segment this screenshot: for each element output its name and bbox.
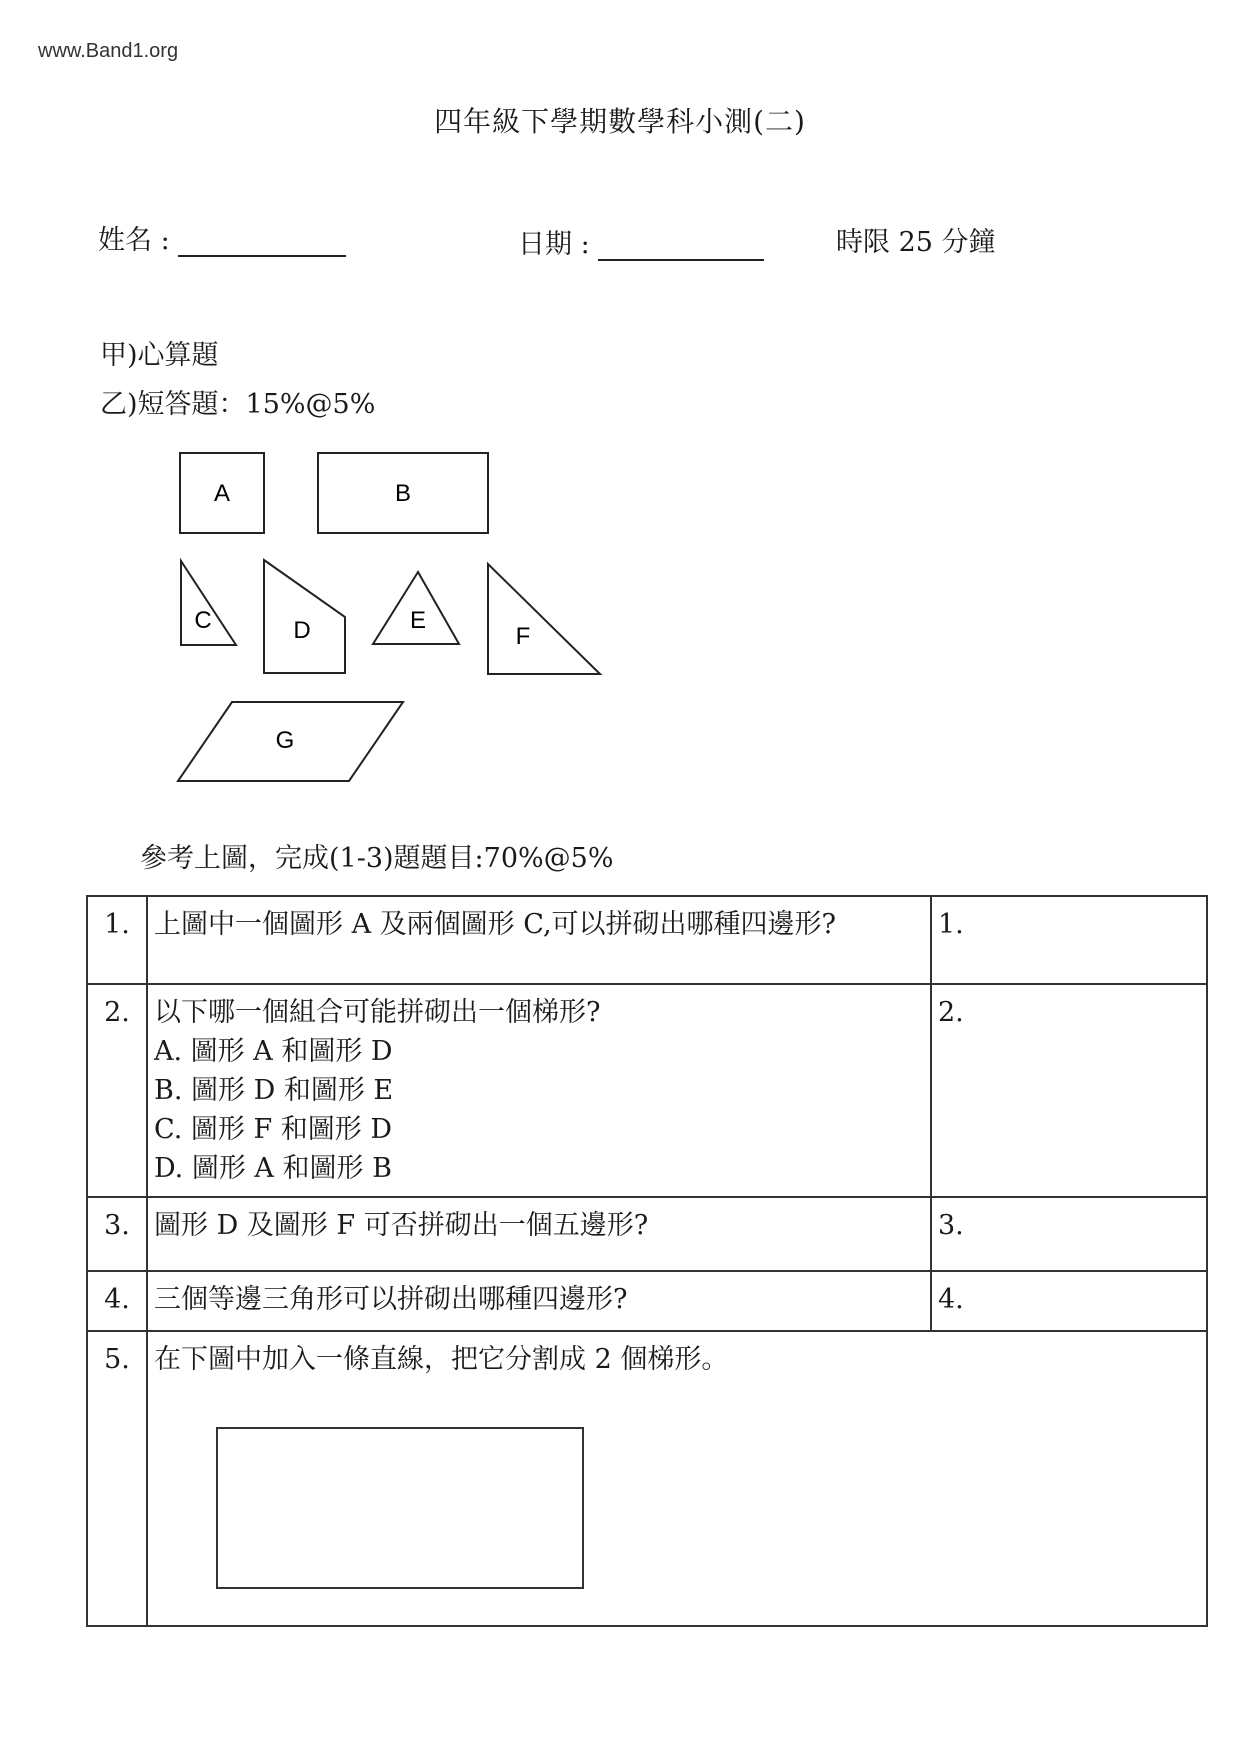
page-title: 四年級下學期數學科小測(二) [434,105,806,138]
reference-instruction: 參考上圖，完成(1-3)題題目:70%@5% [140,843,614,874]
question-text: 上圖中一個圖形 A 及兩個圖形 C,可以拼砌出哪種四邊形? [147,896,931,984]
question-number: 2. [87,984,147,1197]
question-text: 以下哪一個組合可能拼砌出一個梯形? [154,997,601,1028]
question-text: 三個等邊三角形可以拼砌出哪種四邊形? [147,1271,931,1331]
shape-b-label: B [394,480,412,507]
question-number: 5. [87,1331,147,1626]
answer-cell-1[interactable]: 1. [931,896,1207,984]
option-b: B. 圖形 D 和圖形 E [154,1075,394,1106]
question-cell-2 [147,984,931,1197]
rectangle-drawing-area[interactable] [216,1427,584,1589]
name-label: 姓名 : [98,225,170,256]
question-row-1 [87,896,1207,984]
date-label: 日期 : [518,229,590,260]
option-d: D. 圖形 A 和圖形 B [154,1153,392,1184]
question-text: 圖形 D 及圖形 F 可否拼砌出一個五邊形? [147,1197,931,1271]
answer-cell-3[interactable]: 3. [931,1197,1207,1271]
question-number: 4. [87,1271,147,1331]
question-number: 3. [87,1197,147,1271]
time-limit: 時限 25 分鐘 [836,227,996,258]
questions-table [86,895,1208,1627]
shapes-diagram [0,0,1240,820]
question-cell-5 [147,1331,1207,1626]
shape-f-label: F [515,623,531,650]
answer-cell-2[interactable]: 2. [931,984,1207,1197]
option-a: A. 圖形 A 和圖形 D [154,1036,393,1067]
question-text: 在下圖中加入一條直線，把它分割成 2 個梯形。 [154,1344,729,1375]
shape-g-label: G [275,727,295,754]
question-row-5 [87,1331,1207,1626]
question-number: 1. [87,896,147,984]
site-url: www.Band1.org [38,40,179,62]
shape-c-label: C [194,607,212,634]
section-mental-math: 甲)心算題 [100,340,219,371]
shape-e-label: E [409,607,427,634]
shape-f [488,564,600,674]
shape-a-label: A [213,480,231,507]
answer-cell-4[interactable]: 4. [931,1271,1207,1331]
shape-d-label: D [293,617,311,644]
question-row-4 [87,1271,1207,1331]
question-row-3 [87,1197,1207,1271]
question-row-2 [87,984,1207,1197]
option-c: C. 圖形 F 和圖形 D [154,1114,392,1145]
section-short-answer: 乙)短答題：15%@5% [100,389,376,420]
